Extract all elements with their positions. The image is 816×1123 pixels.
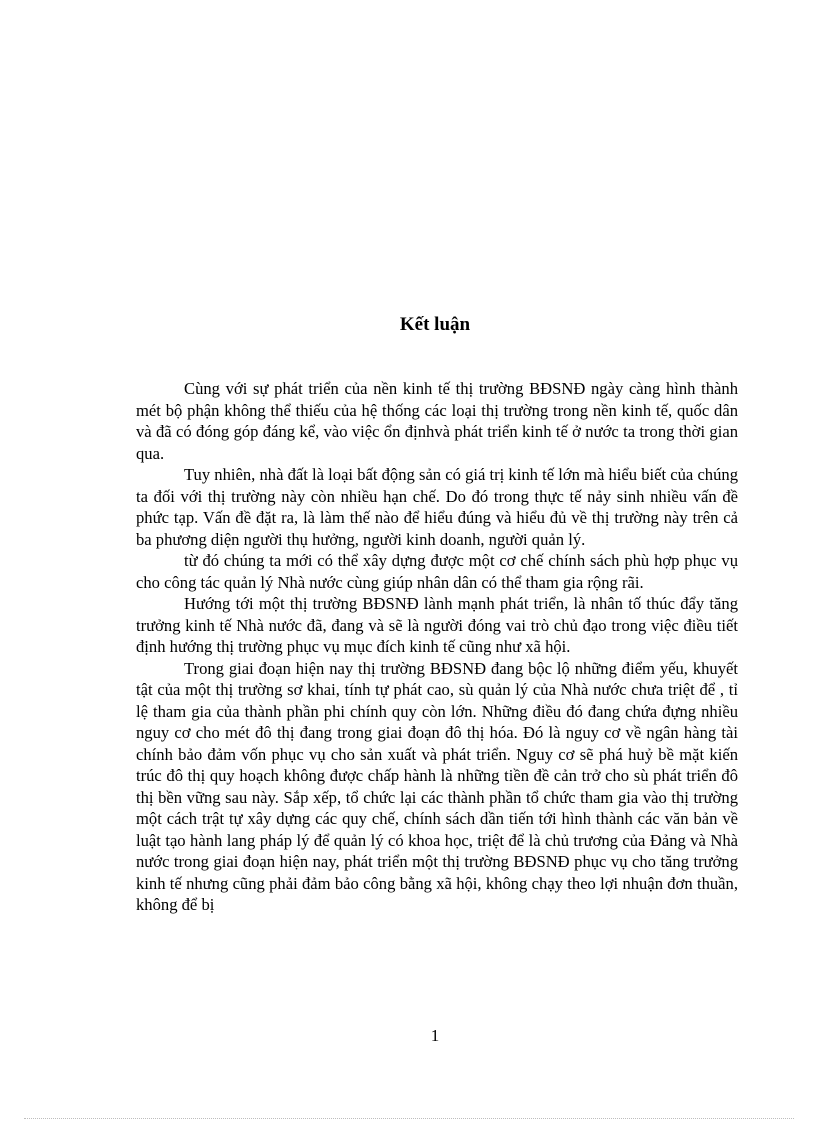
paragraph: từ đó chúng ta mới có thể xây dựng được một cơ chế chính sách phù hợp phục vụ cho công tác quản lý Nhà nước cùng giúp nhân dân có thể tham gia rộng rãi.	[136, 551, 738, 592]
paragraph: Tuy nhiên, nhà đất là loại bất động sản có giá trị kinh tế lớn mà hiểu biết của chúng ta đối với thị trường này còn nhiều hạn chế. Do đó trong thực tế nảy sinh nhiều vấn đề phức tạp. Vấn đề đặt ra, là làm thế nào để hiểu đúng và hiểu đủ về thị trường này trên cả ba phương diện người thụ hưởng, người kinh doanh, người quản lý.	[136, 465, 738, 549]
body-text	[136, 378, 738, 916]
page-title: Kết luận	[399, 314, 471, 335]
paragraph: Hướng tới một thị trường BĐSNĐ lành mạnh phát triển, là nhân tố thúc đẩy tăng trưởng kinh tế Nhà nước đã, đang và sẽ là người đóng vai trò chủ đạo trong việc điều tiết định hướng thị trường phục vụ mục đích kinh tế cũng như xã hội.	[136, 594, 738, 656]
footer-divider	[24, 1118, 794, 1119]
page-number: 1	[430, 1026, 440, 1045]
paragraph: Trong giai đoạn hiện nay thị trường BĐSNĐ đang bộc lộ những điểm yếu, khuyết tật của một thị trường sơ khai, tính tự phát cao, sù quản lý của Nhà nước chưa triệt để , tỉ lệ tham gia của thành phần phi chính quy còn lớn. Những điều đó đang chứa đựng nhiều nguy cơ cho mét đô thị đang trong giai đoạn đô thị hóa. Đó là nguy cơ về ngân hàng tài chính bảo đảm vốn phục vụ cho sản xuất và phát triển. Nguy cơ sẽ phá huỷ bề mặt kiến trúc đô thị quy hoạch không được chấp hành là những tiền đề cản trở cho sù phát triển đô thị bền vững sau này. Sắp xếp, tổ chức lại các thành phần tổ chức tham gia vào thị trường một cách trật tự xây dựng các quy chế, chính sách dần tiến tới hình thành các văn bản về luật tạo hành lang pháp lý để quản lý có khoa học, triệt để là chủ trương của Đảng và Nhà nước trong giai đoạn hiện nay, phát triển một thị trường BĐSNĐ phục vụ cho tăng trưởng kinh tế nhưng cũng phải đảm bảo công bằng xã hội, không chạy theo lợi nhuận đơn thuần, không để bị	[136, 658, 738, 914]
paragraph: Cùng với sự phát triển của nền kinh tế thị trường BĐSNĐ ngày càng hình thành mét bộ phận không thể thiếu của hệ thống các loại thị trường trong nền kinh tế, quốc dân và đã có đóng góp đáng kể, vào việc ổn địnhvà phát triển kinh tế ở nước ta trong thời gian qua.	[136, 379, 738, 463]
